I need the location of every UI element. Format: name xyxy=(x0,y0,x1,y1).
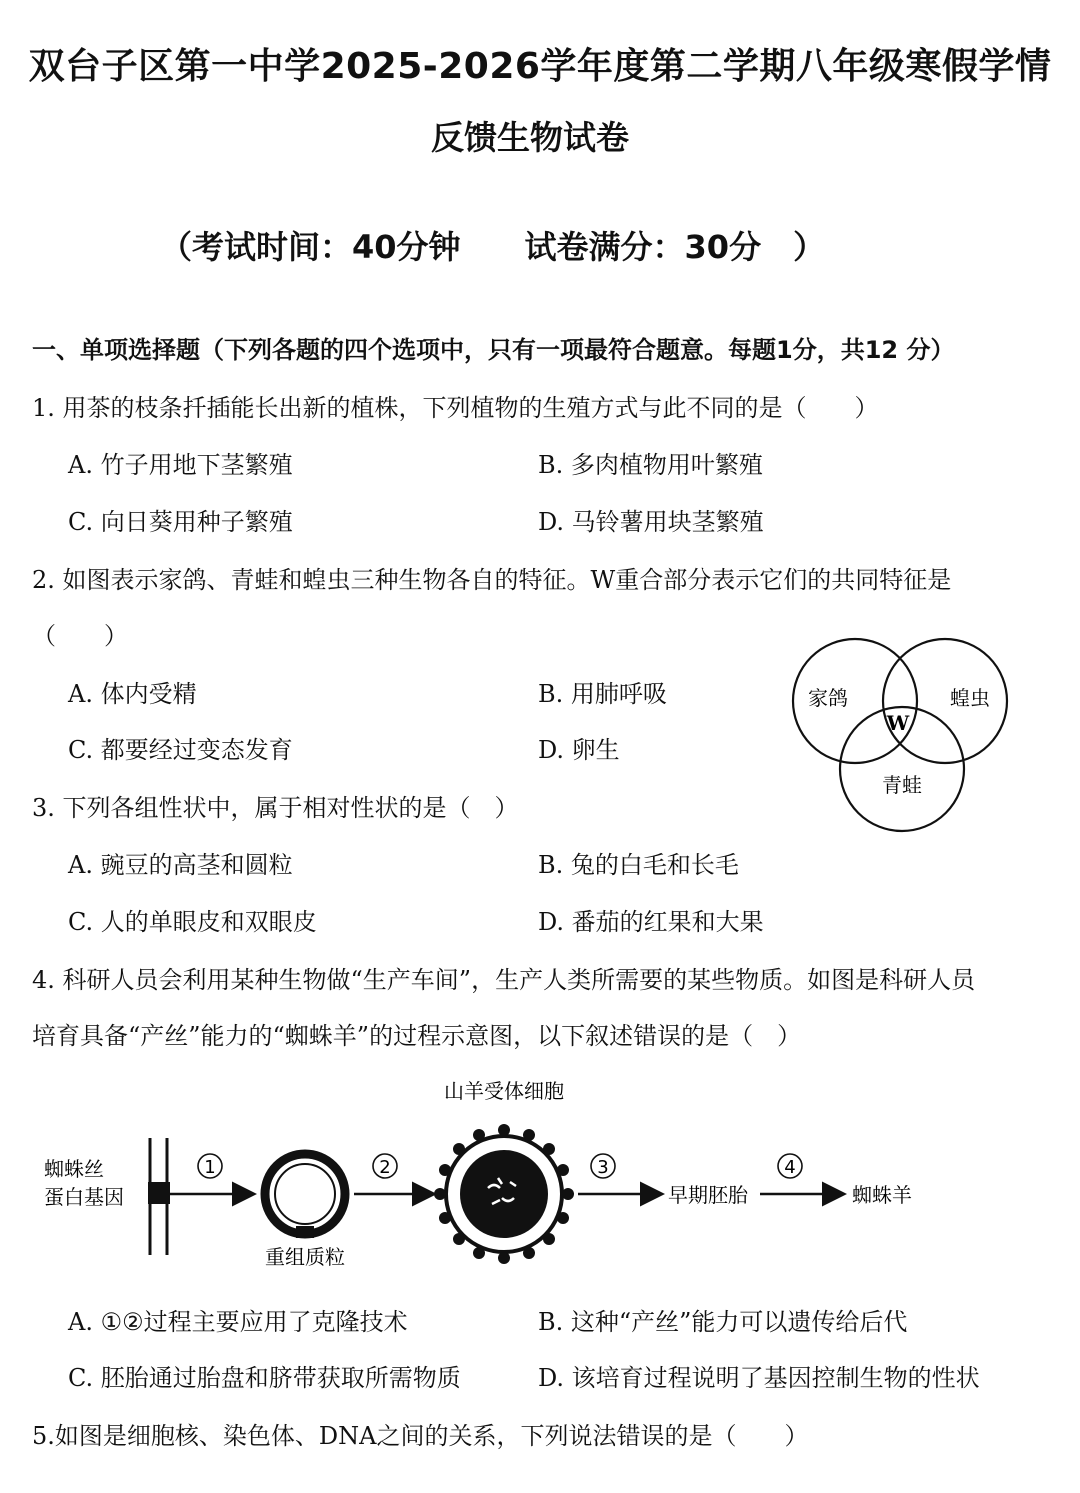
venn-label-pigeon: 家鸽 xyxy=(808,686,848,710)
q1-option-a: A. 竹子用地下茎繁殖 xyxy=(68,451,293,479)
step-1-label: 1 xyxy=(204,1157,216,1178)
q4-option-b: B. 这种“产丝”能力可以遗传给后代 xyxy=(538,1308,908,1336)
q3-option-b: B. 兔的白毛和长毛 xyxy=(538,851,739,879)
question-3: 3. 下列各组性状中，属于相对性状的是（ ） xyxy=(32,794,519,822)
q2-option-c: C. 都要经过变态发育 xyxy=(68,736,293,764)
question-4: 4. 科研人员会利用某种生物做“生产车间”，生产人类所需要的某些物质。如图是科研人员 xyxy=(32,966,976,994)
question-2-cont: （ ） xyxy=(32,622,128,650)
venn-label-locust: 蝗虫 xyxy=(950,686,990,710)
gene-label-line1: 蜘蛛丝 xyxy=(44,1157,104,1181)
exam-info: （考试时间：40分钟 试卷满分：30分 ） xyxy=(160,228,826,266)
goat-recipient-cell xyxy=(434,1124,574,1264)
step-3-label: 3 xyxy=(597,1157,609,1178)
venn-diagram xyxy=(770,635,1030,835)
venn-label-w: W xyxy=(886,711,910,735)
step-4-label: 4 xyxy=(784,1157,796,1178)
question-1: 1. 用茶的枝条扦插能长出新的植株，下列植物的生殖方式与此不同的是（ ） xyxy=(32,394,879,422)
exam-title-line2: 反馈生物试卷 xyxy=(431,118,629,157)
venn-label-frog: 青蛙 xyxy=(882,773,922,797)
q1-option-b: B. 多肉植物用叶繁殖 xyxy=(538,451,763,479)
plasmid-label: 重组质粒 xyxy=(265,1245,345,1269)
q2-option-a: A. 体内受精 xyxy=(68,680,197,708)
embryo-label: 早期胚胎 xyxy=(668,1183,748,1207)
section-heading: 一、单项选择题（下列各题的四个选项中，只有一项最符合题意。每题1分，共12 分） xyxy=(32,336,955,364)
spider-goat-diagram xyxy=(30,1070,1030,1280)
q2-option-d: D. 卵生 xyxy=(538,736,620,764)
result-label: 蜘蛛羊 xyxy=(852,1183,912,1207)
q4-option-c: C. 胚胎通过胎盘和脐带获取所需物质 xyxy=(68,1364,461,1392)
step-2-label: 2 xyxy=(379,1157,391,1178)
q3-option-c: C. 人的单眼皮和双眼皮 xyxy=(68,908,317,936)
gene-label-line2: 蛋白基因 xyxy=(44,1185,124,1209)
cell-label: 山羊受体细胞 xyxy=(444,1079,564,1103)
q1-option-d: D. 马铃薯用块茎繁殖 xyxy=(538,508,764,536)
q2-option-b: B. 用肺呼吸 xyxy=(538,680,667,708)
q4-option-d: D. 该培育过程说明了基因控制生物的性状 xyxy=(538,1364,980,1392)
question-2: 2. 如图表示家鸽、青蛙和蝗虫三种生物各自的特征。W重合部分表示它们的共同特征是 xyxy=(32,566,952,594)
dna-segment xyxy=(148,1138,170,1255)
q4-option-a: A. ①②过程主要应用了克隆技术 xyxy=(68,1308,408,1336)
recombinant-plasmid xyxy=(265,1154,345,1238)
question-5: 5.如图是细胞核、染色体、DNA之间的关系，下列说法错误的是（ ） xyxy=(32,1422,809,1450)
q3-option-a: A. 豌豆的高茎和圆粒 xyxy=(68,851,293,879)
q1-option-c: C. 向日葵用种子繁殖 xyxy=(68,508,293,536)
question-4-cont: 培育具备“产丝”能力的“蜘蛛羊”的过程示意图，以下叙述错误的是（ ） xyxy=(32,1022,802,1050)
q3-option-d: D. 番茄的红果和大果 xyxy=(538,908,764,936)
exam-title-line1: 双台子区第一中学2025-2026学年度第二学期八年级寒假学情 xyxy=(28,46,1052,87)
